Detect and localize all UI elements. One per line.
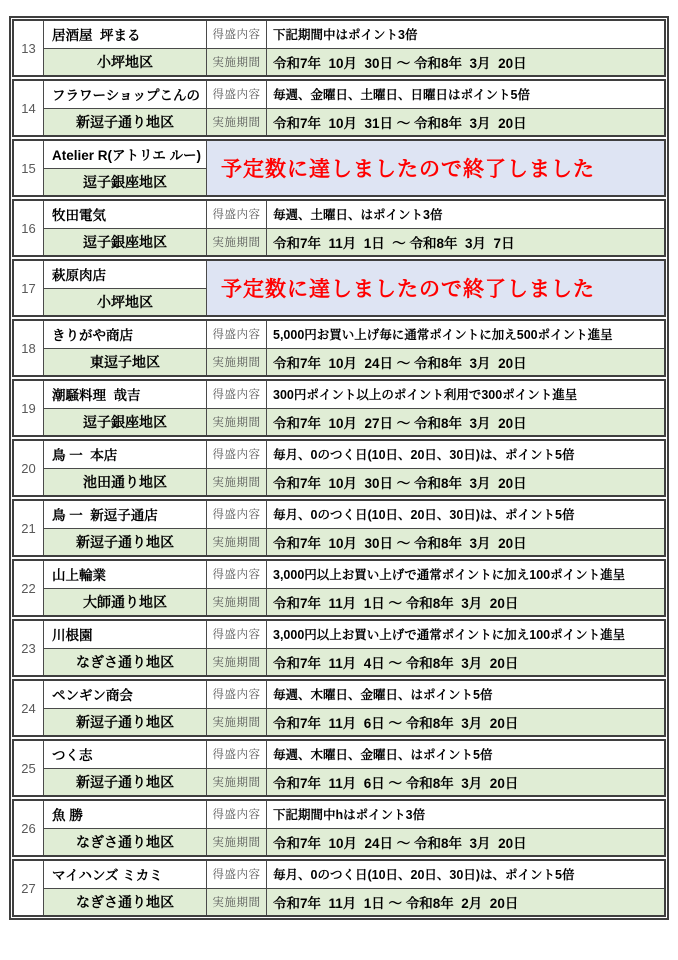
campaign-period: 令和7年 11月 1日 ～ 令和8年 2月 20日	[267, 889, 664, 916]
value-column	[267, 621, 664, 675]
table-row-terminated	[12, 139, 666, 197]
row-number: 23	[14, 621, 44, 675]
content-label: 得盛内容	[207, 801, 266, 829]
shop-name: 魚 勝	[44, 801, 206, 829]
period-label: 実施期間	[207, 889, 266, 916]
content-label: 得盛内容	[207, 81, 266, 109]
shop-column	[44, 81, 207, 135]
content-label: 得盛内容	[207, 681, 266, 709]
value-column	[267, 501, 664, 555]
district-name: 逗子銀座地区	[44, 169, 206, 196]
shop-column	[44, 321, 207, 375]
district-name: 小坪地区	[44, 49, 206, 76]
campaign-content: 毎月、0のつく日(10日、20日、30日)は、ポイント5倍	[267, 501, 664, 529]
campaign-content: 5,000円お買い上げ毎に通常ポイントに加え500ポイント進呈	[267, 321, 664, 349]
campaign-period: 令和7年 10月 30日 ～ 令和8年 3月 20日	[267, 469, 664, 496]
period-label: 実施期間	[207, 109, 266, 136]
shop-column	[44, 441, 207, 495]
district-name: 逗子銀座地区	[44, 409, 206, 436]
campaign-period: 令和7年 11月 1日 ～ 令和8年 3月 20日	[267, 589, 664, 616]
content-label: 得盛内容	[207, 561, 266, 589]
table-row	[12, 319, 666, 377]
row-number: 24	[14, 681, 44, 735]
value-column	[267, 441, 664, 495]
shop-name: 居酒屋 坪まる	[44, 21, 206, 49]
label-column	[207, 741, 267, 795]
shop-name: 牧田電気	[44, 201, 206, 229]
shop-name: 潮騒料理 哉吉	[44, 381, 206, 409]
district-name: 逗子銀座地区	[44, 229, 206, 256]
row-number: 16	[14, 201, 44, 255]
shop-column	[44, 501, 207, 555]
value-column	[267, 381, 664, 435]
shop-column	[44, 621, 207, 675]
shop-column	[44, 21, 207, 75]
row-number: 21	[14, 501, 44, 555]
campaign-content: 毎週、木曜日、金曜日、はポイント5倍	[267, 741, 664, 769]
terminated-notice: 予定数に達しましたので終了しました	[207, 261, 664, 315]
table-row	[12, 619, 666, 677]
content-label: 得盛内容	[207, 321, 266, 349]
campaign-content: 下記期間中はポイント3倍	[267, 21, 664, 49]
shop-name: 萩原肉店	[44, 261, 206, 289]
row-number: 27	[14, 861, 44, 915]
campaign-period: 令和7年 10月 24日 ～ 令和8年 3月 20日	[267, 829, 664, 856]
district-name: 新逗子通り地区	[44, 709, 206, 736]
label-column	[207, 201, 267, 255]
campaign-period: 令和7年 10月 30日 ～ 令和8年 3月 20日	[267, 49, 664, 76]
campaign-content: 3,000円以上お買い上げで通常ポイントに加え100ポイント進呈	[267, 621, 664, 649]
label-column	[207, 21, 267, 75]
value-column	[267, 561, 664, 615]
shop-column	[44, 861, 207, 915]
table-row	[12, 199, 666, 257]
campaign-period: 令和7年 10月 27日 ～ 令和8年 3月 20日	[267, 409, 664, 436]
campaign-period: 令和7年 11月 6日 ～ 令和8年 3月 20日	[267, 769, 664, 796]
value-column	[267, 201, 664, 255]
district-name: 新逗子通り地区	[44, 529, 206, 556]
shop-name: マイハンズ ミカミ	[44, 861, 206, 889]
period-label: 実施期間	[207, 349, 266, 376]
shop-column	[44, 741, 207, 795]
row-number: 22	[14, 561, 44, 615]
table-row	[12, 739, 666, 797]
district-name: 新逗子通り地区	[44, 769, 206, 796]
label-column	[207, 441, 267, 495]
shop-name: 川根園	[44, 621, 206, 649]
district-name: 新逗子通り地区	[44, 109, 206, 136]
shop-name: きりがや商店	[44, 321, 206, 349]
value-column	[267, 21, 664, 75]
table-row	[12, 379, 666, 437]
district-name: なぎさ通り地区	[44, 829, 206, 856]
district-name: 大師通り地区	[44, 589, 206, 616]
row-number: 25	[14, 741, 44, 795]
period-label: 実施期間	[207, 829, 266, 856]
campaign-content: 毎月、0のつく日(10日、20日、30日)は、ポイント5倍	[267, 441, 664, 469]
row-number: 26	[14, 801, 44, 855]
period-label: 実施期間	[207, 229, 266, 256]
campaign-period: 令和7年 10月 30日 ～ 令和8年 3月 20日	[267, 529, 664, 556]
period-label: 実施期間	[207, 529, 266, 556]
value-column	[267, 861, 664, 915]
shop-column	[44, 681, 207, 735]
label-column	[207, 321, 267, 375]
shop-name: フラワーショップこんの	[44, 81, 206, 109]
table-row	[12, 19, 666, 77]
content-label: 得盛内容	[207, 201, 266, 229]
label-column	[207, 801, 267, 855]
table-row	[12, 499, 666, 557]
shop-column	[44, 381, 207, 435]
campaign-content: 毎週、木曜日、金曜日、はポイント5倍	[267, 681, 664, 709]
value-column	[267, 321, 664, 375]
content-label: 得盛内容	[207, 501, 266, 529]
label-column	[207, 501, 267, 555]
campaign-period: 令和7年 11月 1日 ～ 令和8年 3月 7日	[267, 229, 664, 256]
shop-column	[44, 561, 207, 615]
campaign-content: 300円ポイント以上のポイント利用で300ポイント進呈	[267, 381, 664, 409]
district-name: 東逗子地区	[44, 349, 206, 376]
shop-name: ペンギン商会	[44, 681, 206, 709]
campaign-period: 令和7年 11月 6日 ～ 令和8年 3月 20日	[267, 709, 664, 736]
table-row-terminated	[12, 259, 666, 317]
row-number: 17	[14, 261, 44, 315]
district-name: 小坪地区	[44, 289, 206, 316]
campaign-period: 令和7年 10月 31日 ～ 令和8年 3月 20日	[267, 109, 664, 136]
row-number: 20	[14, 441, 44, 495]
district-name: なぎさ通り地区	[44, 649, 206, 676]
label-column	[207, 381, 267, 435]
label-column	[207, 81, 267, 135]
district-name: 池田通り地区	[44, 469, 206, 496]
content-label: 得盛内容	[207, 741, 266, 769]
label-column	[207, 681, 267, 735]
row-number: 18	[14, 321, 44, 375]
campaign-content: 3,000円以上お買い上げで通常ポイントに加え100ポイント進呈	[267, 561, 664, 589]
shop-column	[44, 261, 207, 315]
campaign-content: 毎月、0のつく日(10日、20日、30日)は、ポイント5倍	[267, 861, 664, 889]
shop-name: 山上輪業	[44, 561, 206, 589]
shop-column	[44, 141, 207, 195]
label-column	[207, 621, 267, 675]
period-label: 実施期間	[207, 709, 266, 736]
row-number: 15	[14, 141, 44, 195]
table-row	[12, 679, 666, 737]
value-column	[267, 81, 664, 135]
value-column	[267, 741, 664, 795]
content-label: 得盛内容	[207, 21, 266, 49]
shop-column	[44, 201, 207, 255]
period-label: 実施期間	[207, 469, 266, 496]
campaign-content: 毎週、金曜日、土曜日、日曜日はポイント5倍	[267, 81, 664, 109]
table-row	[12, 799, 666, 857]
shop-name: Atelier R(アトリエ ルー)	[44, 141, 206, 169]
campaign-period: 令和7年 11月 4日 ～ 令和8年 3月 20日	[267, 649, 664, 676]
period-label: 実施期間	[207, 649, 266, 676]
campaign-content: 毎週、土曜日、はポイント3倍	[267, 201, 664, 229]
period-label: 実施期間	[207, 769, 266, 796]
period-label: 実施期間	[207, 49, 266, 76]
row-number: 19	[14, 381, 44, 435]
table-row	[12, 79, 666, 137]
row-number: 14	[14, 81, 44, 135]
shop-name: 鳥 一 本店	[44, 441, 206, 469]
content-label: 得盛内容	[207, 861, 266, 889]
content-label: 得盛内容	[207, 441, 266, 469]
campaign-content: 下記期間中hはポイント3倍	[267, 801, 664, 829]
table-row	[12, 859, 666, 917]
row-number: 13	[14, 21, 44, 75]
label-column	[207, 561, 267, 615]
value-column	[267, 801, 664, 855]
table-row	[12, 439, 666, 497]
period-label: 実施期間	[207, 409, 266, 436]
table-row	[12, 559, 666, 617]
district-name: なぎさ通り地区	[44, 889, 206, 916]
shop-campaign-table	[9, 16, 669, 920]
label-column	[207, 861, 267, 915]
value-column	[267, 681, 664, 735]
shop-name: つく志	[44, 741, 206, 769]
campaign-period: 令和7年 10月 24日 ～ 令和8年 3月 20日	[267, 349, 664, 376]
content-label: 得盛内容	[207, 381, 266, 409]
content-label: 得盛内容	[207, 621, 266, 649]
shop-column	[44, 801, 207, 855]
terminated-notice: 予定数に達しましたので終了しました	[207, 141, 664, 195]
period-label: 実施期間	[207, 589, 266, 616]
shop-name: 鳥 一 新逗子通店	[44, 501, 206, 529]
